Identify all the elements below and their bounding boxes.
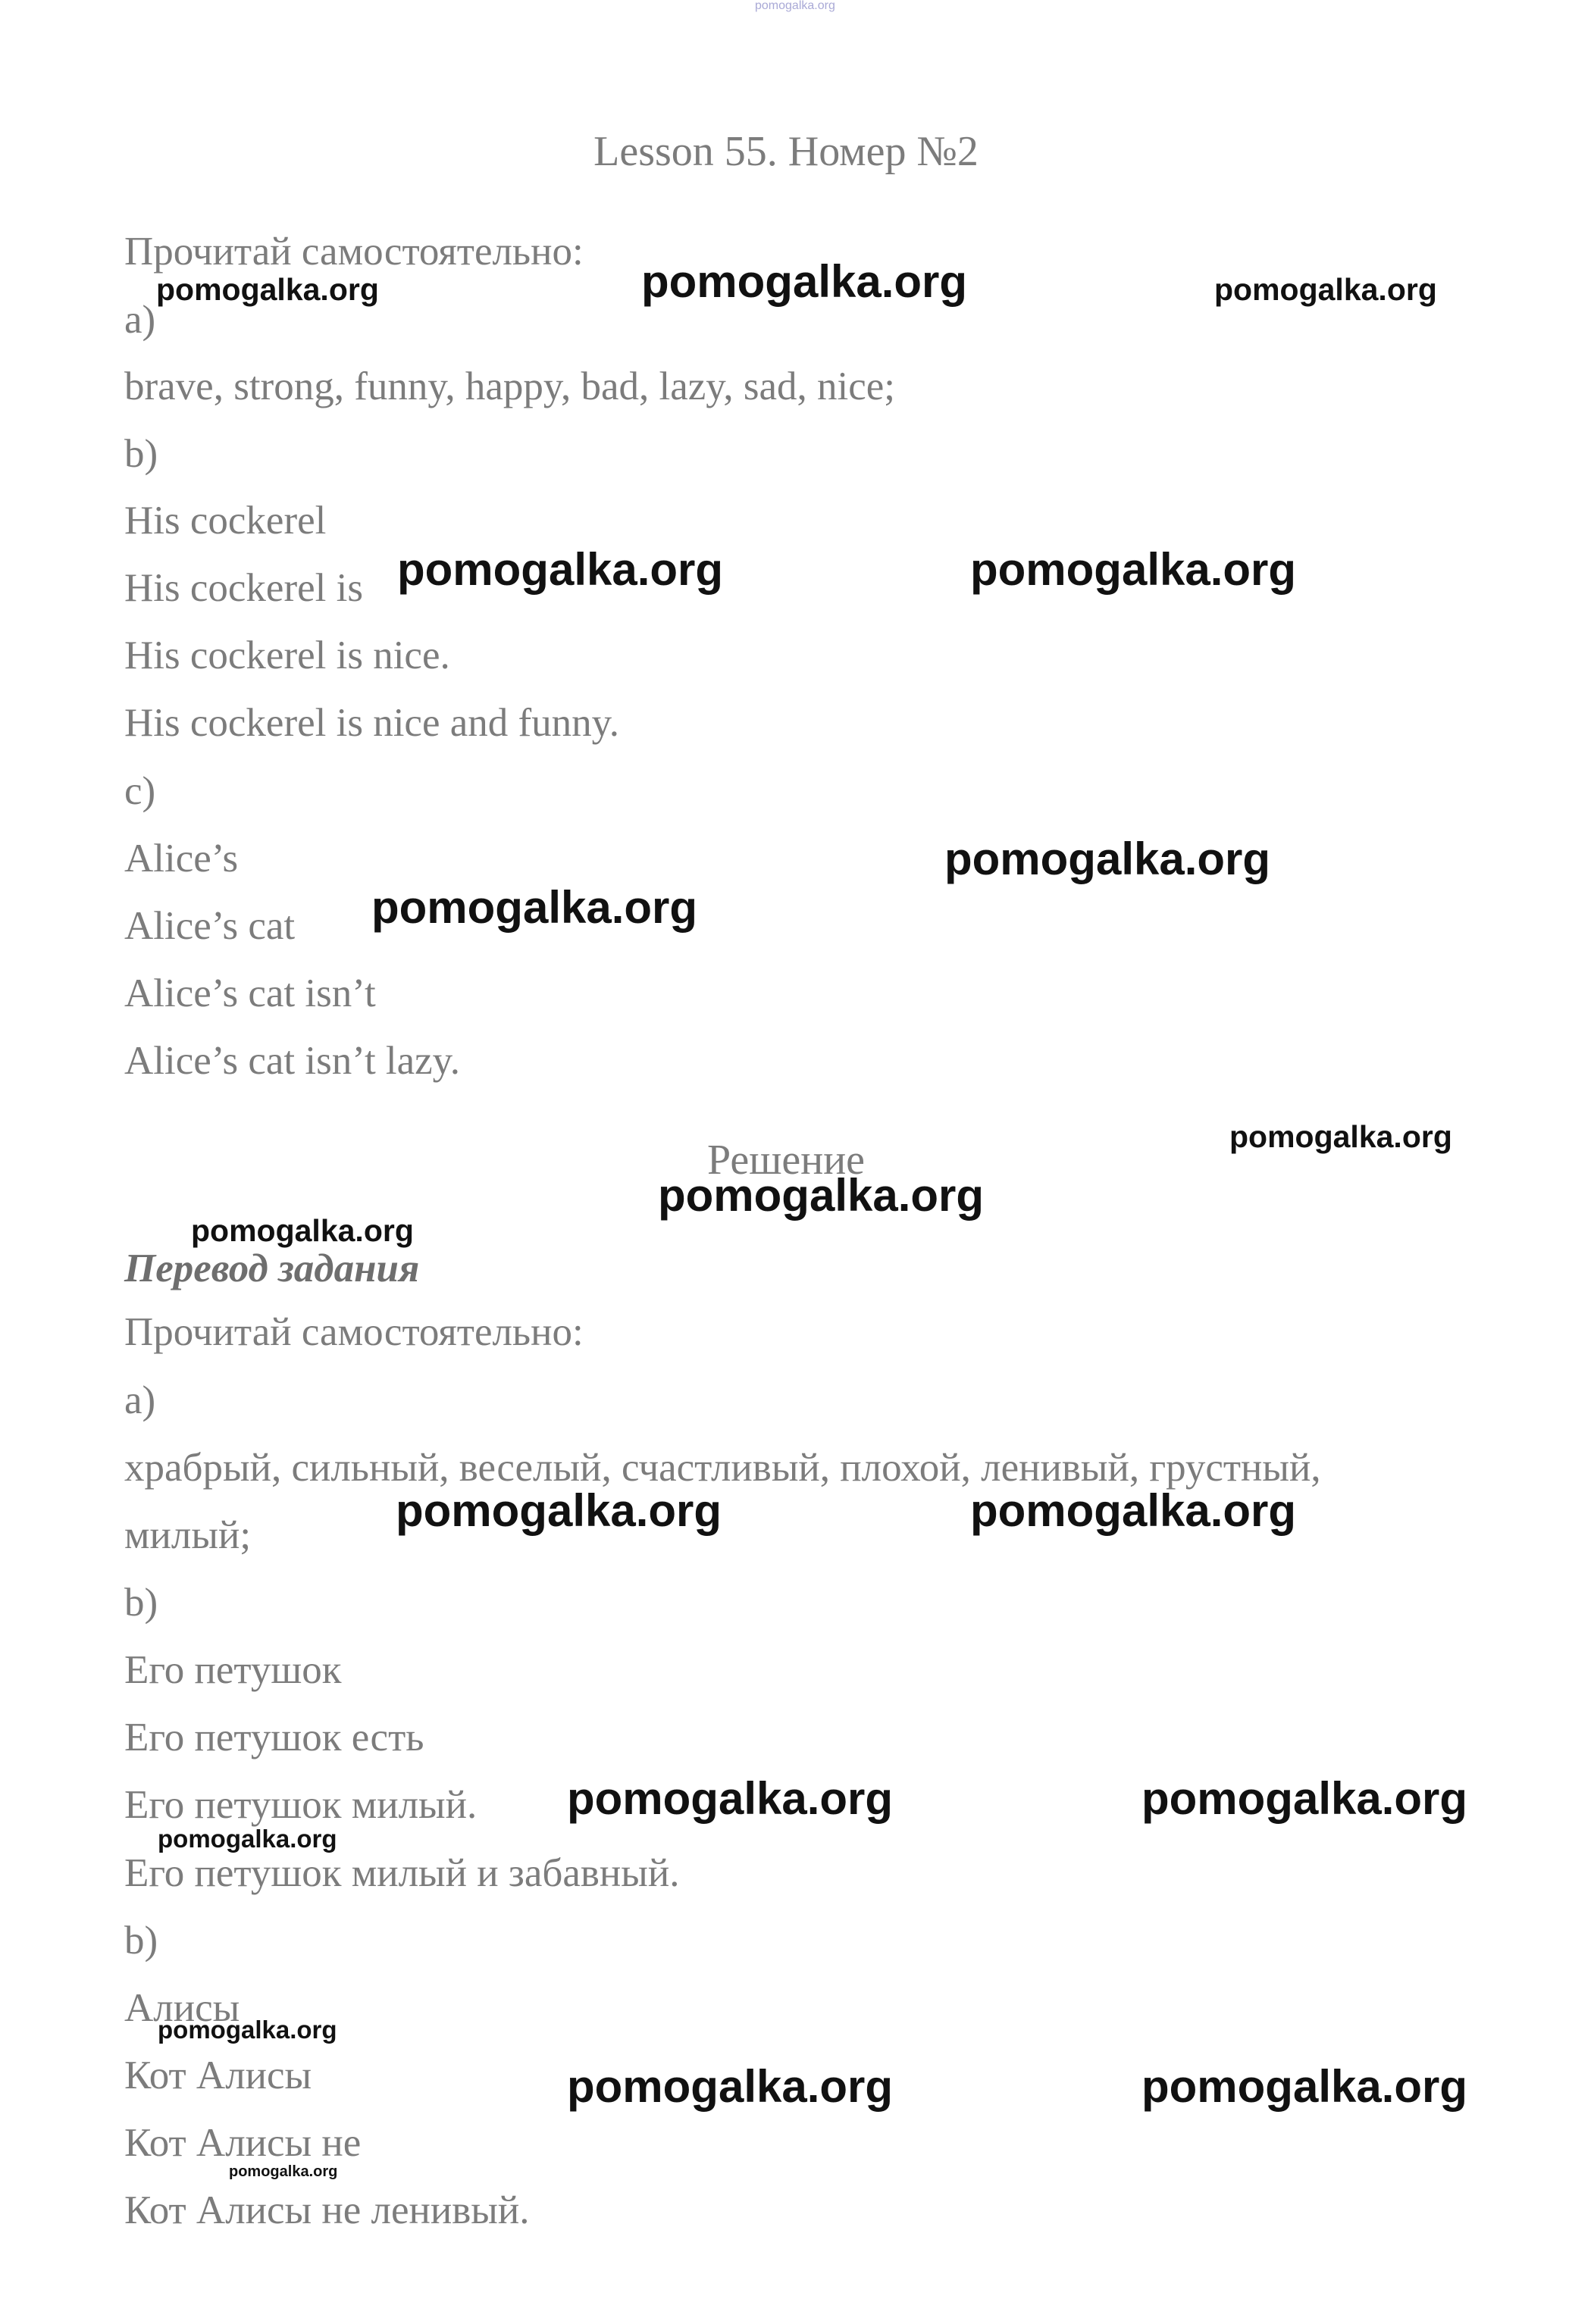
- translation-a-text-continued: милый;: [124, 1513, 252, 1557]
- task-b-line: His cockerel: [124, 499, 327, 543]
- task-c-line: Alice’s cat isn’t: [124, 971, 376, 1015]
- translation-b-line: Его петушок есть: [124, 1716, 424, 1759]
- watermark: pomogalka.org: [1229, 1119, 1452, 1154]
- translation-a-text: храбрый, сильный, веселый, счастливый, плохой, ленивый, грустный,: [124, 1446, 1321, 1490]
- translation-c-line: Кот Алисы не ленивый.: [124, 2188, 530, 2232]
- watermark: pomogalka.org: [970, 544, 1297, 595]
- task-b-label: b): [124, 432, 158, 476]
- translation-a-label: a): [124, 1378, 156, 1422]
- top-watermark: pomogalka.org: [755, 0, 835, 12]
- task-c-line: Alice’s cat: [124, 904, 296, 948]
- watermark: pomogalka.org: [158, 2016, 337, 2044]
- watermark: pomogalka.org: [970, 1485, 1297, 1536]
- watermark: pomogalka.org: [944, 834, 1271, 884]
- task-c-line: Alice’s cat isn’t lazy.: [124, 1039, 460, 1083]
- translation-instruction: Прочитай самостоятельно:: [124, 1310, 584, 1354]
- task-c-line: Alice’s: [124, 837, 239, 880]
- translation-b-label: b): [124, 1581, 158, 1625]
- watermark: pomogalka.org: [1141, 2061, 1468, 2112]
- watermark: pomogalka.org: [567, 2061, 894, 2112]
- translation-c-line: Кот Алисы не: [124, 2121, 362, 2165]
- translation-b-line: Его петушок милый.: [124, 1783, 478, 1827]
- watermark: pomogalka.org: [1141, 1773, 1468, 1824]
- watermark: pomogalka.org: [397, 544, 724, 595]
- translation-c-line: Кот Алисы: [124, 2053, 312, 2097]
- task-b-line: His cockerel is nice.: [124, 633, 450, 677]
- translation-c-line: Алисы: [124, 1986, 240, 2030]
- task-c-label: c): [124, 769, 156, 813]
- watermark: pomogalka.org: [156, 272, 379, 307]
- translation-heading: Перевод задания: [124, 1246, 420, 1290]
- translation-b-line: Его петушок: [124, 1648, 342, 1692]
- task-a-text: brave, strong, funny, happy, bad, lazy, sad, nice;: [124, 364, 895, 408]
- translation-c-label: b): [124, 1919, 158, 1963]
- watermark: pomogalka.org: [567, 1773, 894, 1824]
- solution-title: Решение: [706, 1137, 866, 1184]
- watermark: pomogalka.org: [658, 1170, 985, 1221]
- task-b-line: His cockerel is: [124, 566, 363, 610]
- translation-b-line: Его петушок милый и забавный.: [124, 1851, 680, 1895]
- watermark: pomogalka.org: [158, 1825, 337, 1853]
- task-a-label: a): [124, 298, 156, 342]
- watermark: pomogalka.org: [229, 2163, 338, 2180]
- task-b-line: His cockerel is nice and funny.: [124, 701, 619, 745]
- task-instruction: Прочитай самостоятельно:: [124, 230, 584, 274]
- watermark: pomogalka.org: [371, 882, 698, 933]
- watermark: pomogalka.org: [641, 256, 968, 307]
- watermark: pomogalka.org: [191, 1213, 414, 1248]
- watermark: pomogalka.org: [396, 1485, 722, 1536]
- page-title: Lesson 55. Номер №2: [593, 128, 979, 175]
- watermark: pomogalka.org: [1214, 272, 1437, 307]
